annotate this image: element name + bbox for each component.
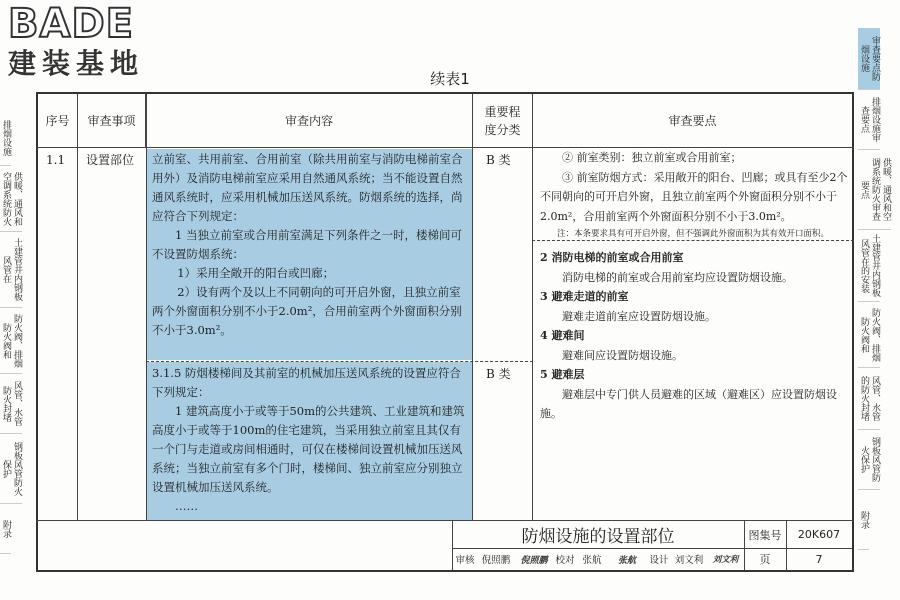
- key-section-2-body: 消防电梯的前室或合用前室均应设置防烟设施。: [562, 270, 793, 284]
- col-divider-2: [146, 94, 147, 520]
- logo-chinese: 建装基地: [8, 47, 145, 80]
- table-subtitle: 续表1: [430, 70, 470, 88]
- key-point-3: ③ 前室防烟方式：采用敞开的阳台、凹廊；或具有至少2个不同朝向的可开启外窗，且独立前室两个外窗面积分别不小于2.0m²，合用前室两个外窗面积分别不小于3.0m²。: [540, 170, 848, 223]
- right-tab-8[interactable]: 附录: [858, 490, 869, 550]
- review-label: 审核: [455, 555, 475, 566]
- col-divider-3: [472, 94, 473, 520]
- content-2-para-2: 1 建筑高度小于或等于50m的公共建筑、工业建筑和建筑高度小于或等于100m的住宅建筑，当采用独立前室且其仅有一个门与走道或房间相通时，可仅在楼梯间设置机械加压送风系统；当独立前室有多个门时，楼梯间、独立前室应分别独立设置机械加压送风系统。: [152, 404, 465, 494]
- atlas-number: 20K607: [797, 528, 841, 541]
- content-1-para-1: 立前室、共用前室、合用前室（除共用前室与消防电梯前室合用外）及消防电梯前室应采用自然通风系统；当不能设置自然通风系统时，应采用机械加压送风系统。防烟系统的选择，尚应符合下列规定：: [152, 152, 463, 223]
- left-tab-6[interactable]: 钢板风管防火保护: [0, 434, 22, 504]
- importance-1: B 类: [486, 153, 511, 167]
- content-2-para-1: 3.1.5 防烟楼梯间及其前室的机械加压送风系统的设置应符合下列规定：: [152, 366, 461, 399]
- design-label: 设计: [649, 555, 669, 566]
- header-no: 序号: [38, 94, 78, 148]
- key-section-4-title: 4 避难间: [540, 329, 585, 342]
- atlas-label: 图集号: [748, 528, 782, 542]
- col-divider-4: [532, 94, 533, 520]
- page-label: 页: [759, 553, 771, 566]
- right-tab-4[interactable]: 土建管井内钢板风管在的安装: [858, 230, 880, 302]
- reviewer-signature: 倪照鹏: [520, 555, 548, 566]
- page-number: 7: [815, 552, 823, 566]
- header-content: 审查内容: [146, 94, 473, 148]
- col-divider-1: [77, 94, 78, 520]
- left-side-tabs: [0, 110, 34, 554]
- row-divider-dashed: [146, 361, 533, 363]
- content-2-para-3: ……: [175, 499, 198, 513]
- key-section-3-title: 3 避难走道的前室: [540, 290, 629, 303]
- row-item: 设置部位: [86, 153, 135, 167]
- content-block-2: [152, 364, 470, 516]
- key-point-2: ② 前室类别：独立前室或合用前室；: [562, 151, 742, 164]
- header-importance: 重要程度分类: [473, 94, 533, 148]
- key-section-4-body: 避难间应设置防烟设施。: [562, 348, 683, 362]
- right-side-tabs: [858, 28, 900, 550]
- left-tab-5[interactable]: 风管、水管防火封堵: [0, 374, 22, 434]
- checker-signature: 张航: [617, 555, 636, 566]
- key-note: 注：本条要求具有可开启外窗，但不强调此外窗面积为其有效开口面积。: [557, 229, 830, 239]
- header-key: 审查要点: [668, 114, 717, 128]
- keypoints-lower: [540, 248, 852, 424]
- key-section-5-body: 避难层中专门供人员避难的区域（避难区）应设置防烟设施。: [540, 387, 837, 420]
- left-tab-7[interactable]: 附录: [0, 504, 11, 554]
- checker-name: 张航: [582, 555, 602, 566]
- left-tab-1[interactable]: 排烟设施: [0, 110, 11, 166]
- key-section-3-body: 避难走道前室应设置防烟设施。: [562, 309, 716, 323]
- check-label: 校对: [555, 555, 575, 566]
- right-tab-3[interactable]: 供暖、通风和空调系统防火审查要点: [858, 150, 891, 230]
- title-block-title: 防烟设施的设置部位: [521, 527, 675, 547]
- content-1-para-4: 2）设有两个及以上不同朝向的可开启外窗，且独立前室两个外窗面积分别不小于2.0m²，合用前室两个外窗面积分别不小于3.0m²。: [152, 285, 462, 337]
- logo-latin: BADE: [8, 1, 134, 47]
- left-tab-4[interactable]: 防火阀、排烟防火阀和: [0, 308, 22, 374]
- designer-signature: 刘文利: [712, 555, 739, 565]
- right-tab-7[interactable]: 钢板风管防火保护: [858, 430, 880, 490]
- right-tab-2[interactable]: 排烟设施审查要点: [858, 90, 880, 150]
- right-tab-6[interactable]: 风管、水管的防火封堵: [858, 368, 880, 430]
- content-1-para-3: 1）采用全敞开的阳台或凹廊；: [177, 266, 335, 280]
- reviewer-name: 倪照鹏: [481, 555, 511, 566]
- content-1-para-2: 1 当独立前室或合用前室满足下列条件之一时，楼梯间可不设置防烟系统：: [152, 228, 462, 261]
- left-tab-2[interactable]: 供暖、通风和空调系统防火: [0, 166, 22, 232]
- key-section-2-title: 2 消防电梯的前室或合用前室: [540, 251, 684, 264]
- right-tab-active[interactable]: 审查要点防烟设施: [858, 28, 880, 90]
- row-number: 1.1: [46, 153, 66, 167]
- content-block-1: [152, 150, 470, 340]
- importance-2: B 类: [486, 367, 511, 381]
- designer-name: 刘文利: [674, 555, 704, 566]
- left-tab-3[interactable]: 土建管井内钢板风管在: [0, 232, 22, 308]
- key-section-5-title: 5 避难层: [540, 368, 585, 381]
- keypoints-upper: [540, 148, 852, 242]
- right-tab-5[interactable]: 防火阀、排烟防火阀和: [858, 302, 880, 368]
- header-item: 审查事项: [78, 94, 146, 148]
